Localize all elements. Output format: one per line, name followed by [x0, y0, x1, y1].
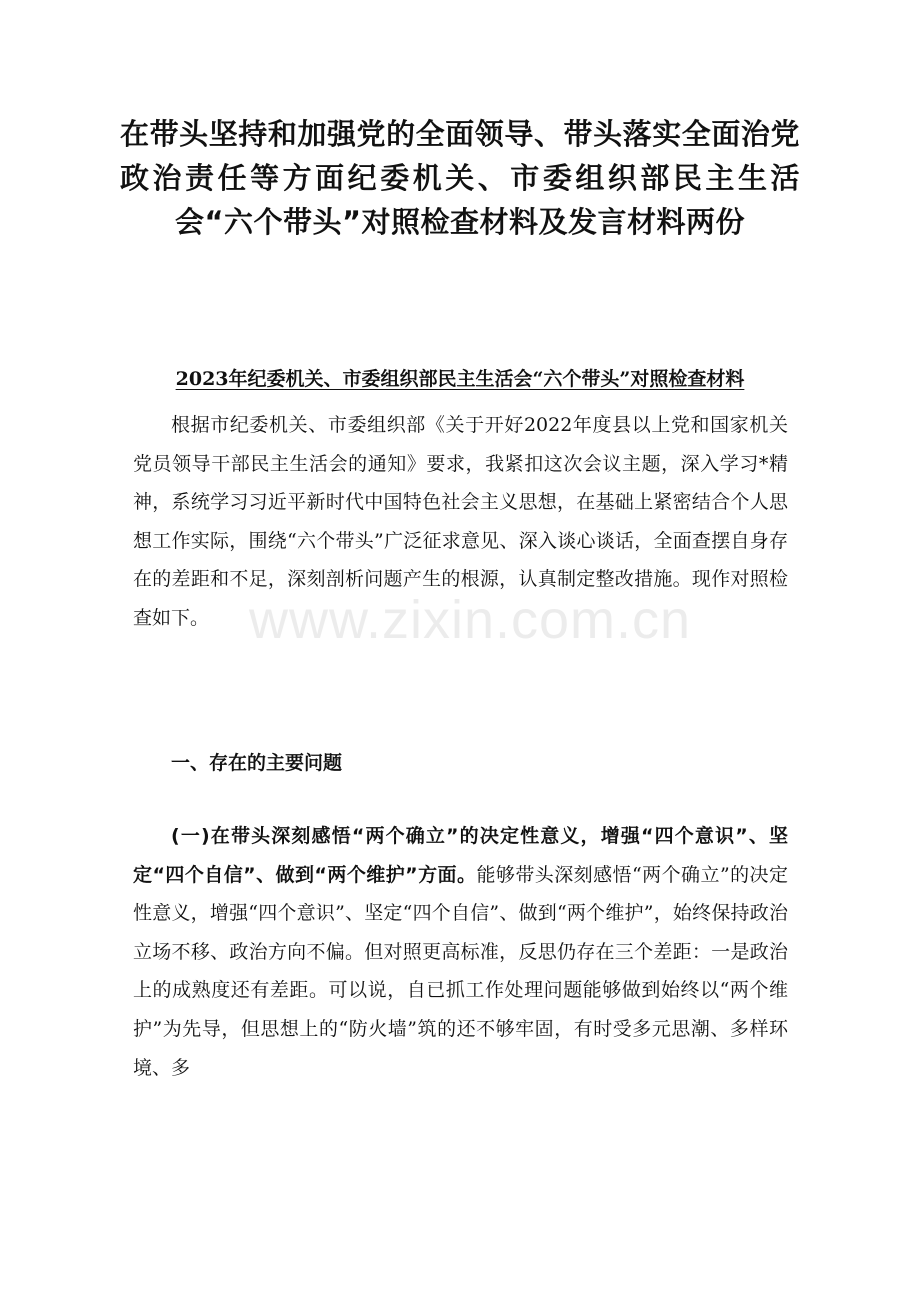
document-title: 在带头坚持和加强党的全面领导、带头落实全面治党政治责任等方面纪委机关、市委组织部民主生活会“六个带头”对照检查材料及发言材料两份: [120, 117, 800, 239]
issue-paragraph-1: [133, 817, 788, 1087]
section-heading: 2023年纪委机关、市委组织部民主生活会“六个带头”对照检查材料: [175, 368, 745, 390]
issue-1-body: 能够带头深刻感悟“两个确立”的决定性意义，增强“四个意识”、坚定“四个自信”、做到“两个维护”，始终保持政治立场不移、政治方向不偏。但对照更高标准，反思仍存在三个差距：一是政治上的成熟度还有差距。可以说，自已抓工作处理问题能够做到始终以“两个维护”为先导，但思想上的“防火墙”筑的还不够牢固，有时受多元思潮、多样环境、多: [133, 863, 789, 1079]
watermark-text: www.zixin.com.cn: [248, 590, 692, 650]
heading-main-issues: 一、存在的主要问题: [171, 752, 343, 774]
intro-paragraph: 根据市纪委机关、市委组织部《关于开好2022年度县以上党和国家机关党员领导干部民主生活会的通知》要求，我紧扣这次会议主题，深入学习*精神，系统学习习近平新时代中国特色社会主义思想，在基础上紧密结合个人思想工作实际，围绕“六个带头”广泛征求意见、深入谈心谈话，全面查摆自身存在的差距和不足，深刻剖析问题产生的根源，认真制定整改措施。现作对照检查如下。: [133, 414, 788, 629]
issue-1-lead: (一)在带头深刻感悟“两个确立”的决定性意义，增强“四个意识”、坚定“四个自信”、做到“两个维护”方面。: [133, 825, 788, 886]
